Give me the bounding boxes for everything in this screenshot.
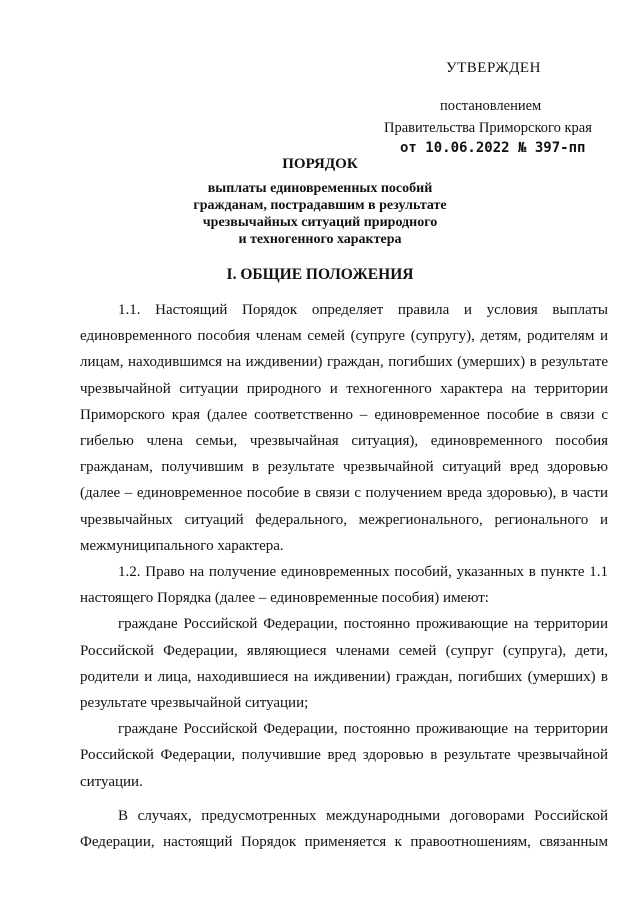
document-body: [80, 297, 608, 855]
resolution-stamp: от 10.06.2022 № 397-пп: [400, 140, 586, 156]
paragraph-citizens-families: граждане Российской Федерации, постоянно проживающие на территории Российской Федерации, являющиеся членами семей (супруг (супруга), дети, родители и лица, находившиеся на иждивении) граждан, погибших (умерших) в результате чрезвычайной ситуации;: [80, 616, 608, 712]
paragraph-citizens-injured: граждане Российской Федерации, постоянно проживающие на территории Российской Федерации, получившие вред здоровью в результате чрезвычайной ситуации.: [80, 721, 608, 790]
subtitle-line: выплаты единовременных пособий: [207, 181, 433, 196]
paragraph-1-2: 1.2. Право на получение единовременных пособий, указанных в пункте 1.1 настоящего Порядка (далее – единовременные пособия) имеют:: [80, 564, 608, 607]
document-title: ПОРЯДОК: [282, 156, 358, 172]
subtitle-line: чрезвычайных ситуаций природного: [202, 215, 438, 230]
paragraph-international: В случаях, предусмотренных международными договорами Российской Федерации, настоящий Порядок применяется к правоотношениям, связанным: [80, 807, 608, 851]
paragraph-1-1: 1.1. Настоящий Порядок определяет правила и условия выплаты единовременного пособия членам семей (супруге (супругу), детям, родителям и лицам, находившимся на иждивении) граждан, погибших (умерших) в результате чрезвычайной ситуации природного и техногенного характера на территории Приморского края (далее соответственно – единовременное пособие в связи с гибелью члена семьи, чрезвычайная ситуация), единовременного пособия гражданам, получившим в результате чрезвычайной ситуаций вред здоровью (далее – единовременное пособие в связи с получением вреда здоровью), в части чрезвычайных ситуаций федерального, межрегионального, регионального и межмуниципального характера.: [80, 302, 608, 554]
subtitle-line: гражданам, пострадавшим в результате: [193, 198, 447, 213]
approval-label: УТВЕРЖДЕН: [446, 60, 541, 76]
document-subtitle: [0, 180, 640, 248]
resolution-label: постановлением: [440, 98, 542, 114]
government-label: Правительства Приморского края: [384, 120, 592, 136]
subtitle-line: и техногенного характера: [238, 232, 402, 247]
section-heading: I. ОБЩИЕ ПОЛОЖЕНИЯ: [226, 266, 414, 283]
